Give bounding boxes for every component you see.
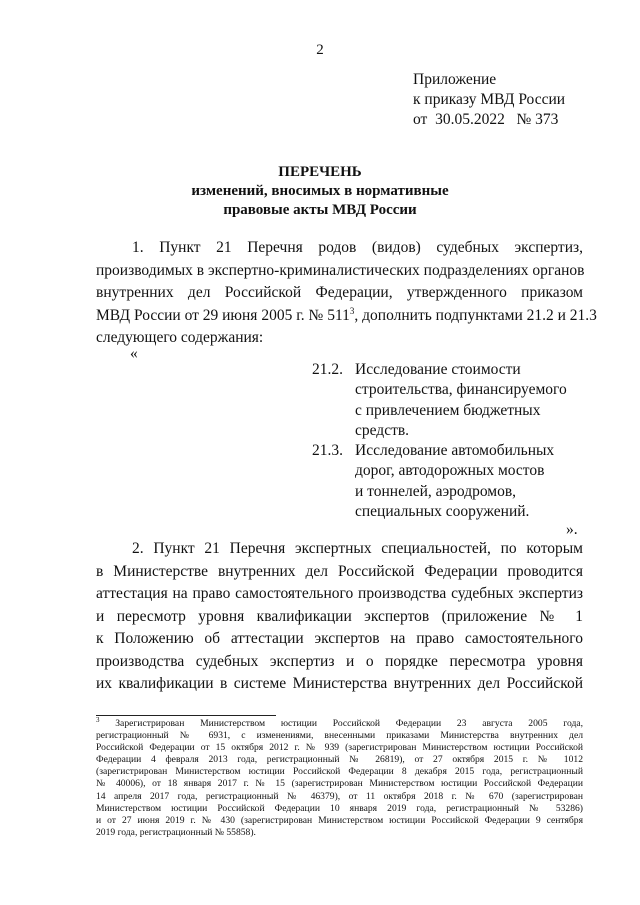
paragraph-line: к Положению об аттестации экспертов на право самостоятельного [96, 630, 583, 647]
paragraph-line: 2. Пункт 21 Перечня экспертных специальностей, по которым [132, 540, 583, 557]
item-number: 21.2. [312, 361, 343, 378]
document-title [0, 163, 640, 220]
paragraph-line: производимых в экспертно-криминалистических подразделениях органов [96, 261, 585, 279]
order-reference: МВД России от 29 июня 2005 г. № 511 [96, 306, 350, 324]
paragraph-line: аттестация на право самостоятельного производства судебных экспертиз [96, 585, 583, 602]
paragraph-2 [96, 538, 583, 696]
item-line: с привлечением бюджетных [355, 401, 541, 419]
footnote-line: № 40006), от 18 января 2017 г. № 15 (зарегистрирован Министерством юстиции Российской Федерации [96, 778, 583, 790]
footnote-line: 14 апреля 2017 года, регистрационный № 46379), от 11 октября 2018 г. № 670 (зарегистрирован [96, 790, 583, 802]
page-number: 2 [316, 42, 324, 58]
title-line-3: правовые акты МВД России [223, 202, 417, 218]
footnote-number: 3 [96, 715, 100, 724]
footnote-line: Российской Федерации от 15 октября 2012 г. № 939 (зарегистрирован Министерством юстиции Российской [96, 742, 583, 754]
title-line-1: ПЕРЕЧЕНЬ [278, 164, 362, 180]
footnote-line: регистрационный № 6931, с изменениями, внесенными приказами Министерства внутренних дел [96, 730, 583, 742]
item-line: дорог, автодорожных мостов [355, 462, 545, 480]
footnote-line [96, 715, 583, 730]
quote-close: ». [566, 521, 578, 538]
paragraph-line: внутренних дел Российской Федерации, утвержденного приказом [96, 284, 583, 301]
item-text [355, 441, 585, 522]
footnote-line: Федерации 4 февраля 2013 года, регистрационный № 26819), от 27 октября 2015 г. № 1012 [96, 754, 583, 766]
paragraph-line: их квалификации в системе Министерства внутренних дел Российской [96, 675, 583, 692]
paragraph-line: производства судебных экспертиз и о порядке пересмотра уровня [96, 652, 583, 670]
item-line: строительства, финансируемого [355, 381, 567, 399]
item-line: специальных сооружений. [355, 502, 530, 520]
footnote-line: Министерством юстиции Российской Федерации 10 января 2019 года, регистрационный № 53286) [96, 802, 583, 814]
paragraph-line: и пересмотр уровня квалификации экспертов (приложение № 1 [96, 607, 583, 625]
footnote [96, 715, 583, 839]
footnote-text: Зарегистрирован Министерством юстиции Российской Федерации 23 августа 2005 года, [99, 718, 583, 729]
footnote-line: (зарегистрирован Министерством юстиции Российской Федерации 8 декабря 2015 года, регистрационный [96, 766, 583, 778]
appendix-line-1: Приложение [413, 71, 497, 88]
title-line-2: изменений, вносимых в нормативные [191, 183, 449, 199]
appendix-block [413, 70, 565, 130]
paragraph-line: следующего содержания: [96, 329, 264, 346]
footnote-marker: 3 [349, 305, 355, 316]
footnote-line: 2019 года, регистрационный № 55858). [96, 826, 256, 838]
paragraph-line: 1. Пункт 21 Перечня родов (видов) судебных экспертиз, [132, 239, 583, 256]
paragraph-line [96, 305, 597, 328]
item-line: и тоннелей, аэродромов, [355, 482, 517, 500]
footnote-line: и от 27 июня 2019 г. № 430 (зарегистрирован Министерством юстиции Российской Федерации 9 сентября [96, 814, 583, 826]
appendix-line-2: к приказу МВД России [413, 91, 566, 108]
appendix-line-3: от 30.05.2022 № 373 [413, 111, 559, 128]
item-text [355, 360, 585, 441]
item-number: 21.3. [312, 442, 343, 459]
item-line: Исследование стоимости [355, 361, 521, 378]
paragraph-line: в Министерстве внутренних дел Российской Федерации проводится [96, 562, 583, 580]
footnote-separator [96, 715, 276, 716]
quote-open: « [130, 345, 138, 362]
order-reference-tail: , дополнить подпунктами 21.2 и 21.3 [354, 306, 597, 324]
paragraph-1 [96, 237, 597, 350]
item-line: средств. [355, 421, 410, 439]
item-line: Исследование автомобильных [355, 442, 555, 459]
